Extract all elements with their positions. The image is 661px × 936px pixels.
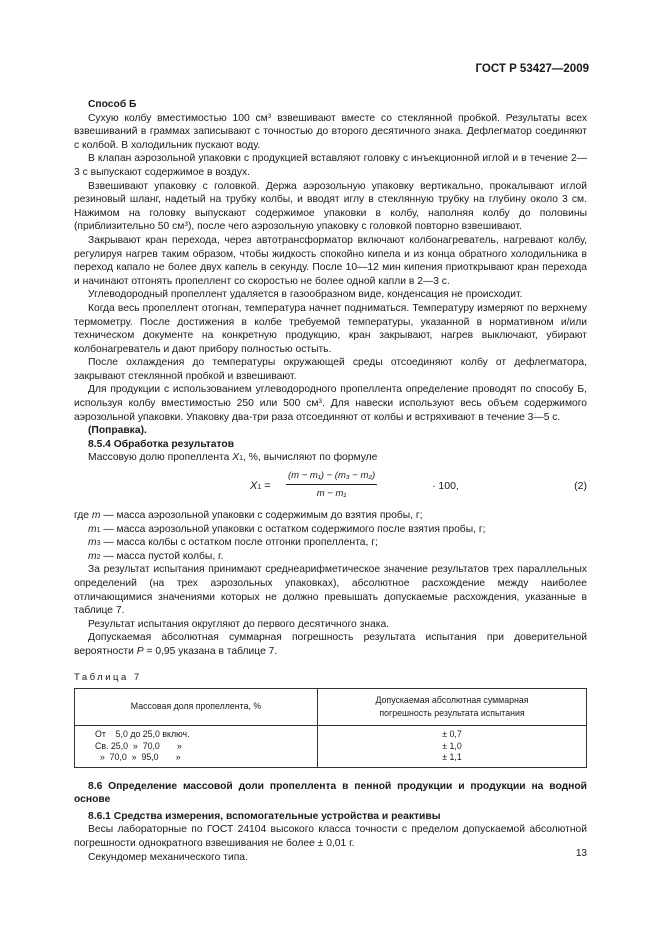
paragraph: После охлаждения до температуры окружающей среды отсоединяют колбу от дефлегматора, закрывают стеклянной пробкой и взвешивают.	[74, 357, 587, 382]
table-header-cell: Массовая доля пропеллента, %	[75, 689, 318, 726]
formula-intro: Массовую долю пропеллента $X_1$, %, вычисляют по формуле	[88, 452, 378, 464]
table-cell-error: ± 1,1	[318, 752, 587, 767]
page-number: 13	[575, 848, 587, 859]
section-8-5-4-title: 8.5.4 Обработка результатов	[88, 438, 235, 450]
table-cell-range: От 5,0 до 25,0 включ.	[75, 726, 318, 741]
definition-item: $m_3$ — масса колбы с остатком после отгонки пропеллента, г;	[88, 537, 378, 549]
formula-denominator: m − m₁	[316, 487, 347, 499]
table-7	[74, 688, 587, 768]
table-header-cell: Допускаемая абсолютная суммарная погрешность результата испытания	[318, 689, 587, 726]
table-row	[75, 726, 587, 741]
table-7-caption: Таблица 7	[74, 671, 142, 683]
table-cell-range: » 70,0 » 95,0 »	[75, 752, 318, 767]
fraction-bar	[286, 484, 377, 485]
paragraph: Взвешивают упаковку с головкой. Держа аэрозольную упаковку вертикально, прокалывают иглой резиновый шланг, надетый на трубку колбы, и вводят иглу в стеклянную трубку на глубину около 3 см. Нажимом на головку выпускают содержимое упаковки в колбу, наполняя колбу до половины (приблизительно 50 $см^3$), после чего аэрозольную упаковку с головкой повторно взвешивают.	[74, 180, 587, 233]
formula-number: (2)	[574, 480, 587, 493]
paragraph: Для продукции с использованием углеводородного пропеллента определение проводят по способу Б, используя колбу вместимостью 250 или 500 $см^3$. Для навески используют весь объем содержимого аэрозольной упаковки. Упаковку два-три раза отсоединяют от колбы и встряхивают в течение 3—5 с.	[74, 384, 587, 423]
document-body	[74, 98, 587, 864]
section-8-6-title: 8.6 Определение массовой доли пропеллента в пенной продукции и продукции на водной основе	[74, 780, 587, 806]
definition-item: $m_1$ — масса аэрозольной упаковки с остатком содержимого после взятия пробы, г;	[88, 523, 486, 535]
formula-lhs: $X_1$ =	[250, 480, 271, 493]
table-cell-error: ± 1,0	[318, 741, 587, 753]
formula-numerator: (m − m₁) − (m₃ − m₂)	[288, 470, 376, 482]
method-b-title: Способ Б	[88, 99, 137, 110]
table-cell-error: ± 0,7	[318, 726, 587, 741]
document-header: ГОСТ Р 53427—2009	[475, 63, 589, 75]
paragraph: Когда весь пропеллент отогнан, температура начнет подниматься. Температуру измеряют по верхнему термометру. После достижения в колбе требуемой температуры, указанной в нормативном и/или техническом документе на конкретную продукцию, кран закрывают, нагрев выключают, убирают колбонагреватель и дают прибору полностью остыть.	[74, 302, 587, 355]
table-row	[75, 741, 587, 753]
formula-fraction	[286, 469, 377, 500]
paragraph: Сухую колбу вместимостью 100 $см^3$ взвешивают вместе со стеклянной пробкой. Результаты всех взвешиваний в граммах записывают с точностью до второго десятичного знака. Дефлегматор соединяют с колбой. В холодильник пускают воду.	[74, 112, 587, 151]
paragraph: Углеводородный пропеллент удаляется в газообразном виде, конденсация не происходит.	[88, 289, 523, 301]
amendment-note: (Поправка).	[88, 425, 147, 437]
paragraph: Допускаемая абсолютная суммарная погрешность результата испытания при доверительной вероятности P = 0,95 указана в таблице 7.	[74, 632, 587, 657]
paragraph: Весы лабораторные по ГОСТ 24104 высокого класса точности с пределом допускаемой абсолютной погрешности однократного взвешивания не более ± 0,01 г.	[74, 824, 587, 850]
definition-item: $m_2$ — масса пустой колбы, г.	[88, 550, 224, 562]
table-row	[75, 752, 587, 767]
paragraph: В клапан аэрозольной упаковки с продукцией вставляют головку с инъекционной иглой и в течение 2—3 с выпускают содержимое в воздух.	[74, 153, 587, 178]
symbol-definitions	[74, 509, 587, 563]
paragraph: Закрывают кран перехода, через автотрансформатор включают колбонагреватель, нагревают колбу, регулируя нагрев таким образом, чтобы жидкость спокойно кипела и из конца обратного холодильника в переход капало не более двух капель в секунду. После 10—12 мин кипения приоткрывают кран перехода и начинают отгонять пропеллент со скоростью не более одной капли в 2—3 с.	[74, 234, 587, 287]
paragraph: За результат испытания принимают среднеарифметическое значение результатов трех параллельных определений (на трех аэрозольных упаковках), абсолютное расхождение между наиболее отличающимися значениями которых не должно превышать допускаемые расхождения, указанные в таблице 7.	[74, 564, 587, 617]
paragraph: Секундомер механического типа.	[88, 851, 248, 863]
formula-tail: · 100,	[432, 480, 459, 493]
formula-2	[74, 469, 587, 507]
definition-item: где m — масса аэрозольной упаковки с содержимым до взятия пробы, г;	[74, 510, 423, 522]
section-8-6-1-title: 8.6.1 Средства измерения, вспомогательные устройства и реактивы	[88, 810, 441, 822]
table-header-row	[75, 689, 587, 726]
paragraph: Результат испытания округляют до первого десятичного знака.	[88, 618, 390, 630]
table-cell-range: Св. 25,0 » 70,0 »	[75, 741, 318, 753]
